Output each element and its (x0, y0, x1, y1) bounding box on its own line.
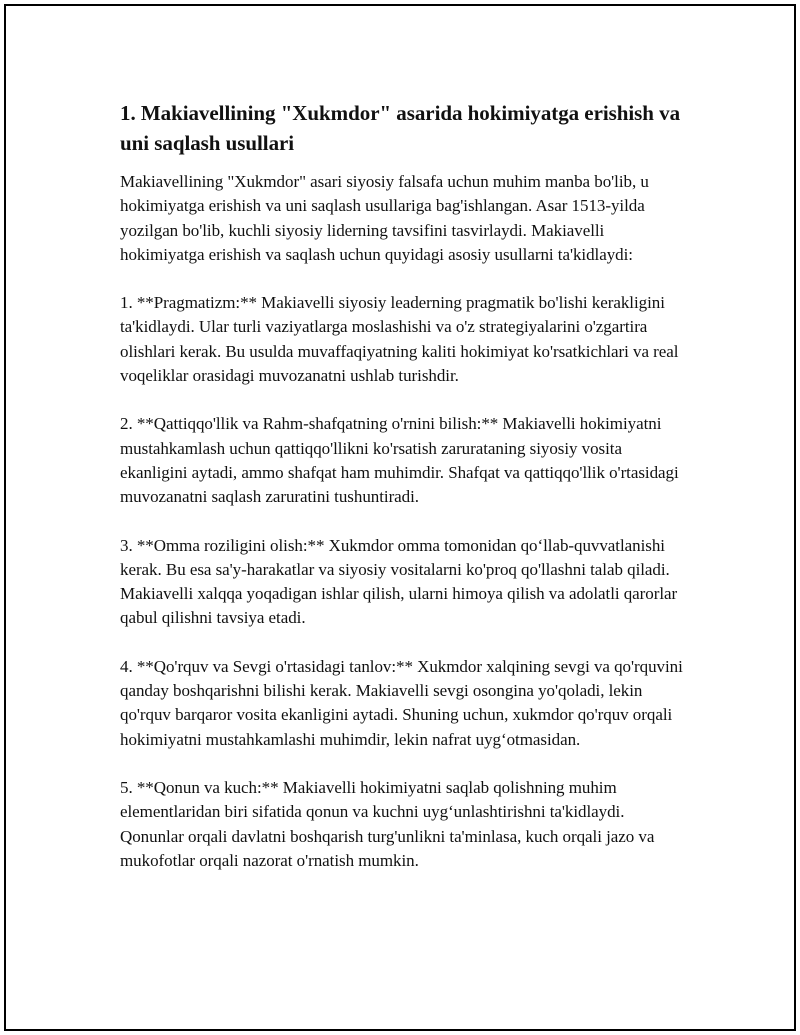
list-item: 4. **Qo'rquv va Sevgi o'rtasidagi tanlov:** Xukmdor xalqining sevgi va qo'rquvini qanday boshqarishni bilishi kerak. Makiavelli sevgi osongina yo'qoladi, lekin qo'rquv barqaror vosita ekanligini aytadi. Shuning uchun, xukmdor qo'rquv orqali hokimiyatni mustahkamlashi muhimdir, lekin nafrat uyg‘otmasidan. (120, 656, 683, 749)
list-item: 2. **Qattiqqo'llik va Rahm-shafqatning o'rnini bilish:** Makiavelli hokimiyatni mustahkamlash uchun qattiqqo'llikni ko'rsatish zarurataning siyosiy vosita ekanligini aytadi, ammo shafqat ham muhimdir. Shafqat va qattiqqo'llik o'rtasidagi muvozanatni saqlash zaruratini tushuntiradi. (120, 414, 679, 507)
document-title: 1. Makiavellining "Xukmdor" asarida hokimiyatga erishish va uni saqlash usullari (120, 101, 681, 155)
list-item: 5. **Qonun va kuch:** Makiavelli hokimiyatni saqlab qolishning muhim elementlaridan biri sifatida qonun va kuchni uyg‘unlashtirishni ta'kidlaydi. Qonunlar orqali davlatni boshqarish turg'unlikni ta'minlasa, kuch orqali jazo va mukofotlar orqali nazorat o'rnatish mumkin. (120, 777, 655, 870)
intro-paragraph: Makiavellining "Xukmdor" asari siyosiy falsafa uchun muhim manba bo'lib, u hokimiyatga erishish va uni saqlash usullariga bag'ishlangan. Asar 1513-yilda yozilgan bo'lib, kuchli siyosiy liderning tavsifini tasvirlaydi. Makiavelli hokimiyatga erishish va saqlash uchun quyidagi asosiy usullarni ta'kidlaydi: (120, 172, 649, 264)
list-item: 1. **Pragmatizm:** Makiavelli siyosiy leaderning pragmatik bo'lishi kerakligini ta'kidlaydi. Ular turli vaziyatlarga moslashishi va o'z strategiyalarini o'zgartira olishlari kerak. Bu usulda muvaffaqiyatning kaliti hokimiyat ko'rsatkichlari va real voqeliklar orasidagi muvozanatni ushlab turishdir. (120, 293, 679, 386)
list-item: 3. **Omma roziligini olish:** Xukmdor omma tomonidan qo‘llab-quvvatlanishi kerak. Bu esa sa'y-harakatlar va siyosiy vositalarni ko'proq qo'llashni talab qiladi. Makiavelli xalqqa yoqadigan ishlar qilish, ularni himoya qilish va adolatli qarorlar qabul qilishni tavsiya etadi. (120, 535, 678, 628)
page-frame (4, 4, 796, 1031)
document-body (120, 98, 692, 897)
